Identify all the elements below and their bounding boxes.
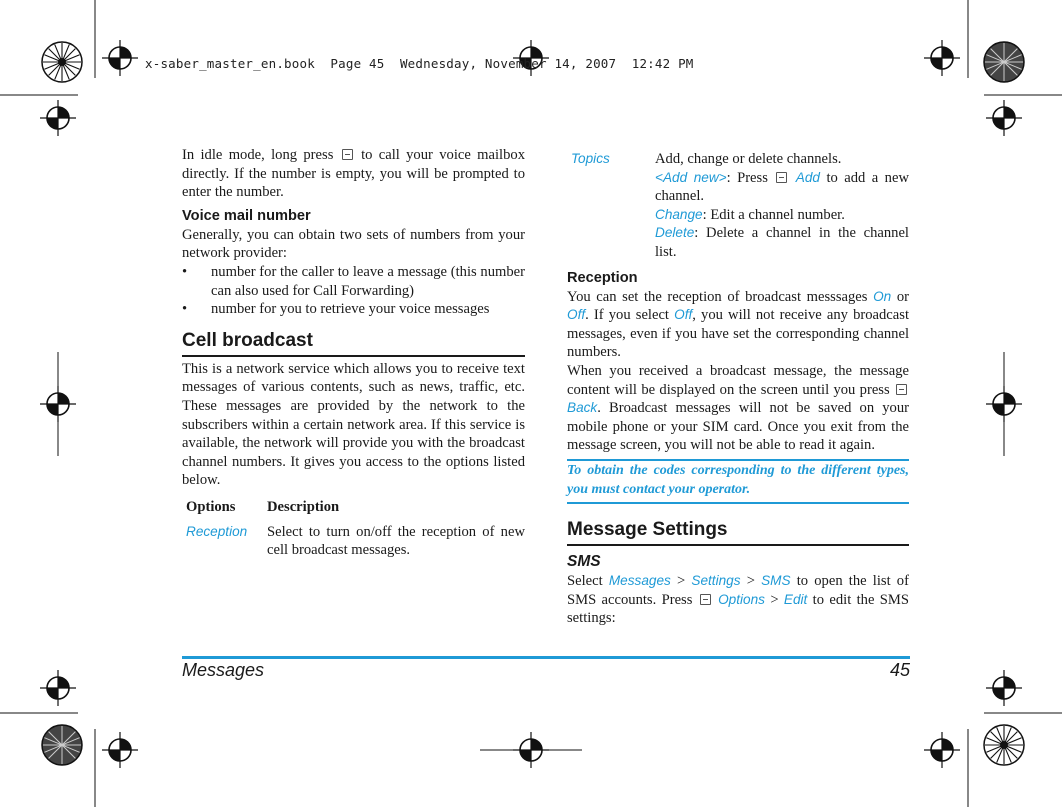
back-key-icon <box>896 384 907 395</box>
voicemail-heading: Voice mail number <box>182 207 311 224</box>
voicemail-paragraph: Generally, you can obtain two sets of numbers from your network provider: <box>182 226 525 262</box>
reception-paragraph-1: You can set the reception of broadcast messsages On or Off. If you select Off, you will not receive any broadcast messages, even if you have set the corresponding channel numbers. <box>567 288 909 361</box>
option-reception: Reception <box>186 523 248 539</box>
add-new-line: <Add new>: Press Add to add a new channel. <box>655 169 909 205</box>
list-item: • number for you to retrieve your voice messages <box>182 300 525 319</box>
page-number: 45 <box>889 660 910 680</box>
options-table <box>182 498 525 560</box>
table-header-options: Options <box>186 498 236 515</box>
left-column <box>182 146 525 560</box>
sms-heading: SMS <box>567 553 601 571</box>
topics-description: Add, change or delete channels. <Add new>: Press Add to add a new channel. Change: Edit a channel number. Delete: Delete a channel in the channel list. <box>655 151 909 260</box>
operator-note: To obtain the codes corresponding to the different types, you must contact your operator. <box>567 459 909 504</box>
reception-heading: Reception <box>567 269 638 286</box>
voicemail-list <box>182 263 525 319</box>
voicemail-key-icon <box>342 149 353 160</box>
topics-table <box>567 150 909 262</box>
sms-paragraph: Select Messages > Settings > SMS to open the list of SMS accounts. Press Options > Edit to edit the SMS settings: <box>567 573 909 627</box>
list-item: • number for the caller to leave a message (this number can also used for Call Forwarding) <box>182 263 525 300</box>
right-column <box>567 150 909 628</box>
print-header: x-saber_master_en.book Page 45 Wednesday, November 14, 2007 12:42 PM <box>145 56 694 71</box>
option-topics: Topics <box>571 151 610 166</box>
cell-broadcast-heading: Cell broadcast <box>182 329 525 357</box>
reception-paragraph-2: When you received a broadcast message, the message content will be displayed on the screen until you press Back. Broadcast messages will not be saved on your mobile phone or your SIM card. Once you exit from the message screen, you will not be able to read it again. <box>567 362 909 454</box>
message-settings-heading: Message Settings <box>567 518 909 546</box>
delete-line: Delete: Delete a channel in the channel list. <box>655 225 909 260</box>
cell-broadcast-paragraph: This is a network service which allows you to receive text messages of various contents, such as news, traffic, etc. These messages are provided by the network to the subscribers within a certain network area. If this service is available, the network will provide you with the broadcast channel numbers. It gives you access to the options listed below. <box>182 360 525 489</box>
change-line: Change: Edit a channel number. <box>655 206 845 223</box>
option-reception-description: Select to turn on/off the reception of new cell broadcast messages. <box>267 523 525 559</box>
softkey-icon <box>776 172 787 183</box>
footer-section-title: Messages <box>182 660 265 680</box>
intro-paragraph: In idle mode, long press to call your voice mailbox directly. If the number is empty, you will be prompted to enter the number. <box>182 147 525 201</box>
softkey-icon <box>700 594 711 605</box>
table-header-description: Description <box>267 498 340 515</box>
page-footer <box>182 656 910 681</box>
